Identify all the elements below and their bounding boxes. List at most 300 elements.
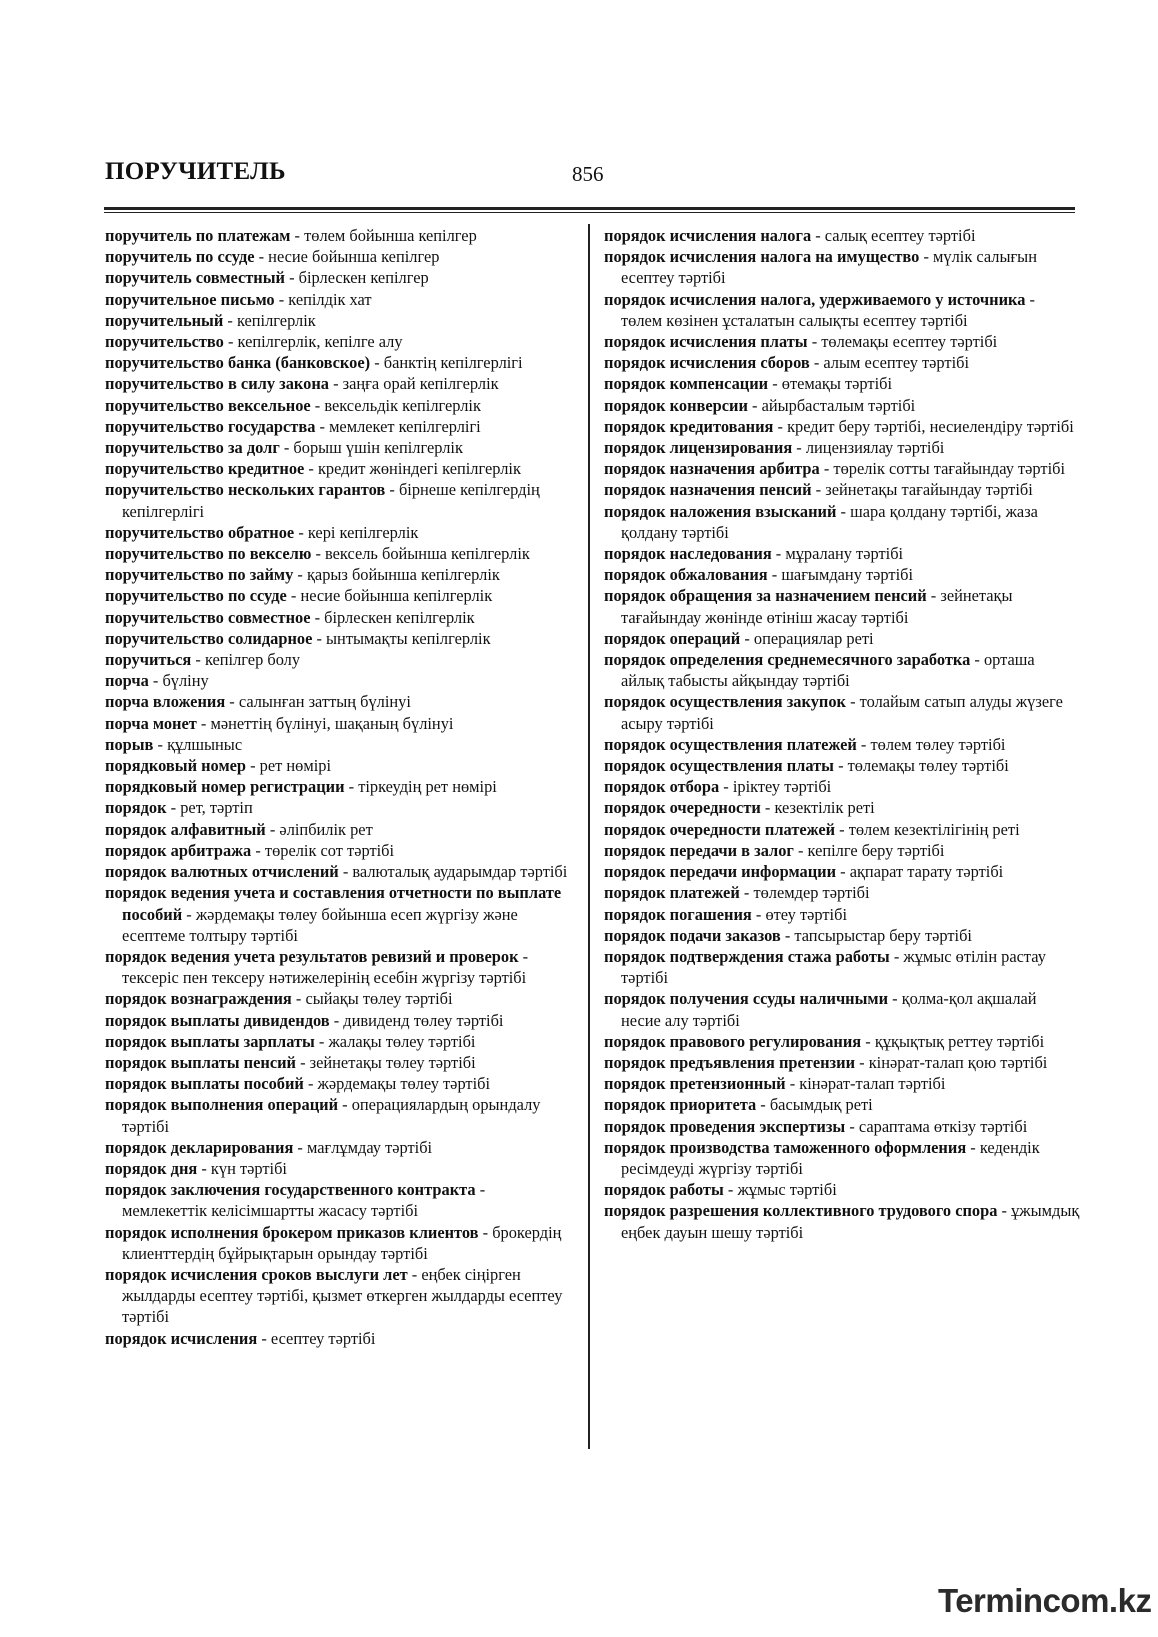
entry-term: поручительство по ссуде (105, 586, 287, 606)
dictionary-entry (604, 437, 1080, 458)
dictionary-entry (105, 819, 573, 840)
dictionary-entry (105, 861, 573, 882)
entry-definition: операциялардың орындалу тәртібі (122, 1095, 541, 1136)
entry-term: порядок исчисления (105, 1328, 258, 1348)
entry-definition: вексель бойынша кепілгерлік (325, 544, 530, 564)
dictionary-entry (105, 797, 573, 818)
entry-term: поручительство в силу закона (105, 374, 329, 394)
entry-separator: - (768, 374, 782, 394)
entry-separator: - (780, 925, 795, 945)
entry-definition: вексельдік кепілгерлік (324, 395, 481, 415)
entry-term: поручительство (105, 332, 224, 352)
entry-definition: мемлекеттік келісімшартты жасасу тәртібі (122, 1201, 419, 1221)
dictionary-entry (604, 543, 1080, 564)
entry-definition: қолма-қол ақшалай несие алу тәртібі (621, 989, 1037, 1030)
entry-separator: - (793, 840, 808, 860)
entry-definition: кепілгер болу (204, 650, 301, 670)
entry-definition: банктің кепілгерлігі (383, 353, 523, 373)
entry-separator: - (807, 332, 822, 352)
entry-separator: - (293, 1137, 307, 1157)
entry-definition: өтеу тәртібі (765, 904, 847, 924)
entry-term: поручительство нескольких гарантов (105, 480, 386, 500)
entry-separator: - (771, 544, 786, 564)
entry-term: порядок приоритета (604, 1095, 757, 1115)
dictionary-entry (604, 564, 1080, 585)
dictionary-entry (105, 776, 573, 797)
dictionary-entry (105, 691, 573, 712)
entry-term: поручительное письмо (105, 289, 275, 309)
dictionary-entry (604, 691, 1080, 733)
entry-separator: - (719, 777, 733, 797)
dictionary-entry (105, 543, 573, 564)
dictionary-entry (604, 225, 1080, 246)
entry-separator: - (303, 1074, 318, 1094)
entry-definition: тіркеудің рет нөмірі (358, 777, 497, 797)
entry-term: порядок разрешения коллективного трудового спора (604, 1201, 998, 1221)
entry-term: поручитель по платежам (105, 226, 291, 245)
left-column (105, 225, 573, 1349)
entry-term: порядок передачи информации (604, 862, 837, 882)
dictionary-entry (604, 1052, 1080, 1073)
entry-term: порча монет (105, 713, 197, 733)
entry-separator: - (856, 734, 871, 754)
entry-definition: кедендік ресімдеуді жүргізу тәртібі (621, 1137, 1040, 1178)
dictionary-entry (105, 1094, 573, 1136)
entry-definition: тексеріс пен тексеру нәтижелерінің есебін жүргізу тәртібі (122, 968, 527, 988)
entry-term: поручитель по ссуде (105, 247, 255, 267)
entry-definition: тапсырыстар беру тәртібі (794, 925, 972, 945)
entry-definition: төлем кезектілігінің реті (848, 819, 1020, 839)
entry-term: порядок производства таможенного оформления (604, 1137, 967, 1157)
column-divider (588, 224, 590, 1449)
entry-definition: төлемақы есептеу тәртібі (821, 332, 998, 352)
entry-separator: - (760, 798, 775, 818)
dictionary-entry (105, 479, 573, 521)
entry-definition: есептеу тәртібі (270, 1328, 376, 1348)
dictionary-entry (105, 246, 573, 267)
entry-term: поручительство государства (105, 416, 316, 436)
entry-separator: - (274, 289, 289, 309)
entry-separator: - (785, 1074, 800, 1094)
entry-separator: - (285, 268, 299, 288)
dictionary-entry (604, 882, 1080, 903)
entry-separator: - (407, 1264, 422, 1284)
entry-separator: - (845, 1116, 859, 1136)
entry-separator: - (970, 650, 984, 670)
entry-term: порядок компенсации (604, 374, 769, 394)
entry-term: поручительный (105, 310, 224, 330)
dictionary-entry (105, 289, 573, 310)
entry-term: порядок назначения арбитра (604, 459, 820, 479)
entry-definition: жәрдемақы төлеу бойынша есеп жүргізу және есептеме толтыру тәртібі (122, 904, 518, 945)
dictionary-entry (604, 352, 1080, 373)
entry-separator: - (966, 1137, 980, 1157)
entry-term: порядок лицензирования (604, 438, 793, 458)
entry-definition: сараптама өткізу тәртібі (858, 1116, 1028, 1136)
entry-separator: - (328, 374, 343, 394)
entry-definition: жұмыс тәртібі (737, 1180, 837, 1200)
entry-term: порядок ведения учета результатов ревизий и проверок (105, 946, 519, 966)
entry-term: порядок правового регулирования (604, 1031, 862, 1051)
dictionary-entry (105, 946, 573, 988)
dictionary-entry (105, 585, 573, 606)
entry-term: порядок арбитража (105, 840, 252, 860)
dictionary-entry (105, 225, 573, 246)
entry-definition: толайым сатып алуды жүзеге асыру тәртібі (621, 692, 1063, 733)
entry-term: порядок выполнения операций (105, 1095, 339, 1115)
entry-term: порядок претензионный (604, 1074, 786, 1094)
dictionary-entry (105, 734, 573, 755)
dictionary-entry (105, 607, 573, 628)
entry-term: поручительство кредитное (105, 459, 305, 479)
entry-separator: - (166, 798, 181, 818)
entry-definition: зейнетақы төлеу тәртібі (309, 1052, 476, 1072)
entry-definition: құлшыныс (167, 734, 243, 754)
entry-term: порядок осуществления платы (604, 756, 834, 776)
entry-definition: шара қолдану тәртібі, жаза қолдану тәртібі (621, 501, 1038, 542)
entry-separator: - (338, 1095, 352, 1115)
entry-definition: төрелік сот тәртібі (264, 840, 395, 860)
entry-term: порядок алфавитный (105, 819, 266, 839)
entry-term: порядок проведения экспертизы (604, 1116, 846, 1136)
entry-term: порядок выплаты пособий (105, 1074, 304, 1094)
entry-separator: - (295, 1052, 310, 1072)
entry-separator: - (919, 247, 934, 267)
dictionary-entry (105, 840, 573, 861)
entry-term: порядок исчисления платы (604, 332, 808, 352)
entry-term: порядок получения ссуды наличными (604, 989, 889, 1009)
dictionary-entry (604, 1137, 1080, 1179)
entry-definition: іріктеу тәртібі (732, 777, 832, 797)
right-column (604, 225, 1080, 1243)
entry-definition: кепілгерлік (236, 310, 316, 330)
entry-term: порядок исчисления налога на имущество (604, 247, 920, 267)
dictionary-entry (604, 988, 1080, 1030)
dictionary-entry (604, 585, 1080, 627)
entry-separator: - (279, 438, 294, 458)
entry-term: порядок вознаграждения (105, 989, 292, 1009)
entry-separator: - (385, 480, 399, 500)
entry-definition: валюталық аударымдар тәртібі (352, 862, 568, 882)
entry-separator: - (329, 1010, 344, 1030)
entry-term: поручительство вексельное (105, 395, 311, 415)
entry-definition: басымдық реті (769, 1095, 873, 1115)
entry-separator: - (310, 395, 325, 415)
entry-term: порядок отбора (604, 777, 720, 797)
entry-definition: рет нөмірі (259, 756, 332, 776)
entry-term: поручительство по векселю (105, 544, 312, 564)
entry-term: поручительство за долг (105, 438, 280, 458)
entry-term: порядок исчисления налога (604, 226, 812, 245)
dictionary-entry (604, 1031, 1080, 1052)
entry-term: порча вложения (105, 692, 226, 712)
dictionary-entry (604, 501, 1080, 543)
header-rule-thick (104, 207, 1075, 210)
dictionary-entry (604, 734, 1080, 755)
entry-definition: мағлұмдау тәртібі (306, 1137, 433, 1157)
entry-term: порядок обжалования (604, 565, 768, 585)
dictionary-entry (105, 628, 573, 649)
entry-definition: кінәрат-талап тәртібі (799, 1074, 946, 1094)
entry-separator: - (310, 607, 325, 627)
entry-definition: кредит беру тәртібі, несиелендіру тәртібі (787, 416, 1074, 436)
entry-term: порядок выплаты дивидендов (105, 1010, 330, 1030)
dictionary-entry (604, 373, 1080, 394)
entry-definition: жалақы төлеу тәртібі (328, 1031, 476, 1051)
entry-definition: төрелік сотты тағайындау тәртібі (833, 459, 1066, 479)
entry-term: порядок наложения взысканий (604, 501, 837, 521)
entry-term: порядок передачи в залог (604, 840, 794, 860)
entry-term: порядок исчисления сроков выслуги лет (105, 1264, 408, 1284)
entry-term: порядок ведения учета и составления отчетности по выплате пособий (105, 883, 562, 924)
entry-separator: - (819, 459, 834, 479)
entry-separator: - (740, 628, 754, 648)
entry-definition: бүліну (162, 671, 209, 691)
entry-separator: - (314, 1031, 329, 1051)
entry-separator: - (1025, 289, 1036, 309)
entry-separator: - (751, 904, 766, 924)
entry-definition: кепілдік хат (288, 289, 372, 309)
page-number: 856 (572, 162, 604, 186)
entry-term: порядковый номер регистрации (105, 777, 345, 797)
entry-definition: рет, тәртіп (180, 798, 253, 818)
entry-definition: төлемдер тәртібі (753, 883, 870, 903)
entry-separator: - (315, 416, 330, 436)
dictionary-entry (105, 1328, 573, 1349)
entry-definition: сыйақы төлеу тәртібі (305, 989, 453, 1009)
dictionary-entry (105, 713, 573, 734)
entry-term: порядок погашения (604, 904, 752, 924)
entry-separator: - (747, 395, 762, 415)
dictionary-entry (105, 755, 573, 776)
entry-separator: - (293, 565, 307, 585)
dictionary-entry (604, 246, 1080, 288)
entry-term: порядок обращения за назначением пенсий (604, 586, 927, 606)
entry-separator: - (153, 734, 168, 754)
entry-definition: дивиденд төлеу тәртібі (343, 1010, 504, 1030)
entry-separator: - (811, 226, 825, 245)
entry-separator: - (246, 756, 260, 776)
entry-separator: - (809, 353, 824, 373)
dictionary-entry (105, 352, 573, 373)
dictionary-entry (604, 819, 1080, 840)
entry-term: поручительство банка (банковское) (105, 353, 371, 373)
entry-separator: - (312, 628, 327, 648)
entry-separator: - (291, 989, 306, 1009)
dictionary-entry (604, 331, 1080, 352)
entry-separator: - (344, 777, 359, 797)
dictionary-entry (105, 988, 573, 1009)
dictionary-entry (105, 1179, 573, 1221)
entry-separator: - (254, 247, 269, 267)
entry-separator: - (257, 1328, 271, 1348)
dictionary-entry (604, 776, 1080, 797)
dictionary-entry (604, 861, 1080, 882)
entry-definition: төлем төлеу тәртібі (870, 734, 1006, 754)
entry-term: порядок подачи заказов (604, 925, 781, 945)
dictionary-entry (105, 373, 573, 394)
entry-definition: ақпарат тарату тәртібі (849, 862, 1004, 882)
dictionary-entry (105, 1052, 573, 1073)
entry-separator: - (304, 459, 318, 479)
dictionary-entry (604, 1094, 1080, 1115)
entry-definition: заңға орай кепілгерлік (342, 374, 499, 394)
entry-definition: брокердің клиенттердің бұйрықтарын орындау тәртібі (122, 1222, 562, 1263)
dictionary-entry (105, 1010, 573, 1031)
entry-term: порядок кредитования (604, 416, 774, 436)
entry-definition: төлемақы төлеу тәртібі (847, 756, 1009, 776)
dictionary-entry (105, 522, 573, 543)
header-rule-thin (104, 212, 1075, 213)
entry-term: порыв (105, 734, 154, 754)
entry-definition: қарыз бойынша кепілгерлік (306, 565, 500, 585)
entry-separator: - (478, 1222, 493, 1242)
entry-separator: - (855, 1052, 869, 1072)
dictionary-entry (604, 840, 1080, 861)
entry-definition: еңбек сіңірген жылдарды есептеу тәртібі, қызмет өткерген жылдарды есептеу тәртібі (122, 1264, 563, 1327)
entry-definition: салынған заттың бүлінуі (238, 692, 411, 712)
dictionary-entry (604, 1200, 1080, 1242)
dictionary-entry (105, 564, 573, 585)
entry-separator: - (997, 1201, 1012, 1221)
entry-definition: кепілгерлік, кепілге алу (237, 332, 403, 352)
entry-term: порядок наследования (604, 544, 772, 564)
entry-separator: - (767, 565, 782, 585)
entry-definition: лицензиялау тәртібі (805, 438, 945, 458)
entry-definition: төлем бойынша кепілгер (304, 226, 477, 245)
entry-definition: төлем көзінен ұсталатын салықты есептеу тәртібі (621, 310, 968, 330)
entry-separator: - (251, 840, 265, 860)
entry-definition: бірнеше кепілгердің кепілгерлігі (122, 480, 540, 521)
entry-definition: құқықтық реттеу тәртібі (874, 1031, 1045, 1051)
entry-definition: зейнетақы тағайындау тәртібі (825, 480, 1033, 500)
entry-definition: шағымдану тәртібі (781, 565, 914, 585)
entry-definition: кредит жөніндегі кепілгерлік (317, 459, 521, 479)
dictionary-entry (105, 1073, 573, 1094)
entry-separator: - (792, 438, 806, 458)
dictionary-entry (105, 267, 573, 288)
dictionary-entry (604, 289, 1080, 331)
entry-separator: - (861, 1031, 875, 1051)
dictionary-entry (604, 395, 1080, 416)
dictionary-entry (604, 1073, 1080, 1094)
entry-separator: - (311, 544, 325, 564)
entry-term: порядок дня (105, 1158, 198, 1178)
dictionary-entry (604, 416, 1080, 437)
entry-definition: бірлескен кепілгерлік (324, 607, 475, 627)
entry-term: порядок конверсии (604, 395, 748, 415)
entry-definition: ұжымдық еңбек дауын шешу тәртібі (621, 1201, 1080, 1242)
dictionary-entry (105, 1158, 573, 1179)
entry-separator: - (191, 650, 205, 670)
entry-definition: мемлекет кепілгерлігі (329, 416, 481, 436)
entry-separator: - (225, 692, 239, 712)
entry-separator: - (475, 1180, 486, 1200)
entry-definition: салық есептеу тәртібі (824, 226, 976, 245)
entry-term: порядок платежей (604, 883, 740, 903)
dictionary-entry (105, 1264, 573, 1328)
entry-definition: борыш үшін кепілгерлік (293, 438, 463, 458)
entry-definition: кепілге беру тәртібі (807, 840, 945, 860)
entry-term: порядок декларирования (105, 1137, 294, 1157)
entry-definition: әліпбилік рет (279, 819, 373, 839)
dictionary-entry (604, 1116, 1080, 1137)
dictionary-entry (604, 755, 1080, 776)
entry-definition: несие бойынша кепілгер (268, 247, 440, 267)
entry-term: поручиться (105, 650, 192, 670)
entry-term: порядок заключения государственного контракта (105, 1180, 476, 1200)
entry-separator: - (196, 713, 211, 733)
entry-separator: - (223, 310, 237, 330)
entry-term: порядок работы (604, 1180, 724, 1200)
entry-term: поручительство по займу (105, 565, 294, 585)
dictionary-entry (105, 1222, 573, 1264)
entry-term: порядок определения среднемесячного заработка (604, 650, 971, 670)
entry-term: порядок валютных отчислений (105, 862, 339, 882)
entry-definition: айырбасталым тәртібі (761, 395, 916, 415)
entry-definition: зейнетақы тағайындау жөнінде өтініш жасау тәртібі (621, 586, 1013, 627)
dictionary-entry (604, 925, 1080, 946)
entry-definition: операциялар реті (753, 628, 874, 648)
entry-separator: - (338, 862, 353, 882)
entry-separator: - (518, 946, 529, 966)
entry-definition: мәнеттің бүлінуі, шақаның бүлінуі (210, 713, 454, 733)
entry-definition: жәрдемақы төлеу тәртібі (317, 1074, 491, 1094)
running-head: ПОРУЧИТЕЛЬ (105, 158, 286, 185)
entry-definition: өтемақы тәртібі (781, 374, 893, 394)
entry-separator: - (294, 522, 308, 542)
entry-separator: - (845, 692, 860, 712)
entry-term: порядок (105, 798, 167, 818)
entry-separator: - (811, 480, 826, 500)
entry-term: порядок осуществления закупок (604, 692, 846, 712)
dictionary-entry (105, 458, 573, 479)
entry-separator: - (290, 226, 305, 245)
dictionary-entry (604, 458, 1080, 479)
entry-term: порядок выплаты пенсий (105, 1052, 296, 1072)
entry-definition: ынтымақты кепілгерлік (326, 628, 491, 648)
entry-definition: мұралану тәртібі (785, 544, 904, 564)
entry-separator: - (836, 862, 850, 882)
entry-term: поручитель совместный (105, 268, 285, 288)
entry-term: поручительство солидарное (105, 628, 313, 648)
entry-separator: - (723, 1180, 738, 1200)
entry-term: порядок подтверждения стажа работы (604, 946, 890, 966)
dictionary-entry (604, 797, 1080, 818)
entry-separator: - (888, 989, 902, 1009)
entry-separator: - (833, 756, 848, 776)
entry-separator: - (265, 819, 280, 839)
entry-term: порядок назначения пенсий (604, 480, 812, 500)
entry-definition: алым есептеу тәртібі (823, 353, 970, 373)
dictionary-entry (604, 904, 1080, 925)
entry-term: порядок исчисления сборов (604, 353, 810, 373)
entry-separator: - (148, 671, 163, 691)
entry-term: порядок очередности платежей (604, 819, 836, 839)
site-logo: Termincom.kz (938, 1582, 1152, 1619)
entry-term: порядковый номер (105, 756, 247, 776)
entry-definition: күн тәртібі (210, 1158, 287, 1178)
dictionary-entry (105, 395, 573, 416)
entry-term: порядок исчисления налога, удерживаемого у источника (604, 289, 1026, 309)
entry-definition: кезектілік реті (774, 798, 875, 818)
dictionary-entry (105, 670, 573, 691)
dictionary-entry (105, 882, 573, 946)
entry-term: поручительство совместное (105, 607, 311, 627)
entry-separator: - (756, 1095, 770, 1115)
dictionary-entry (105, 1031, 573, 1052)
dictionary-entry (105, 1137, 573, 1158)
